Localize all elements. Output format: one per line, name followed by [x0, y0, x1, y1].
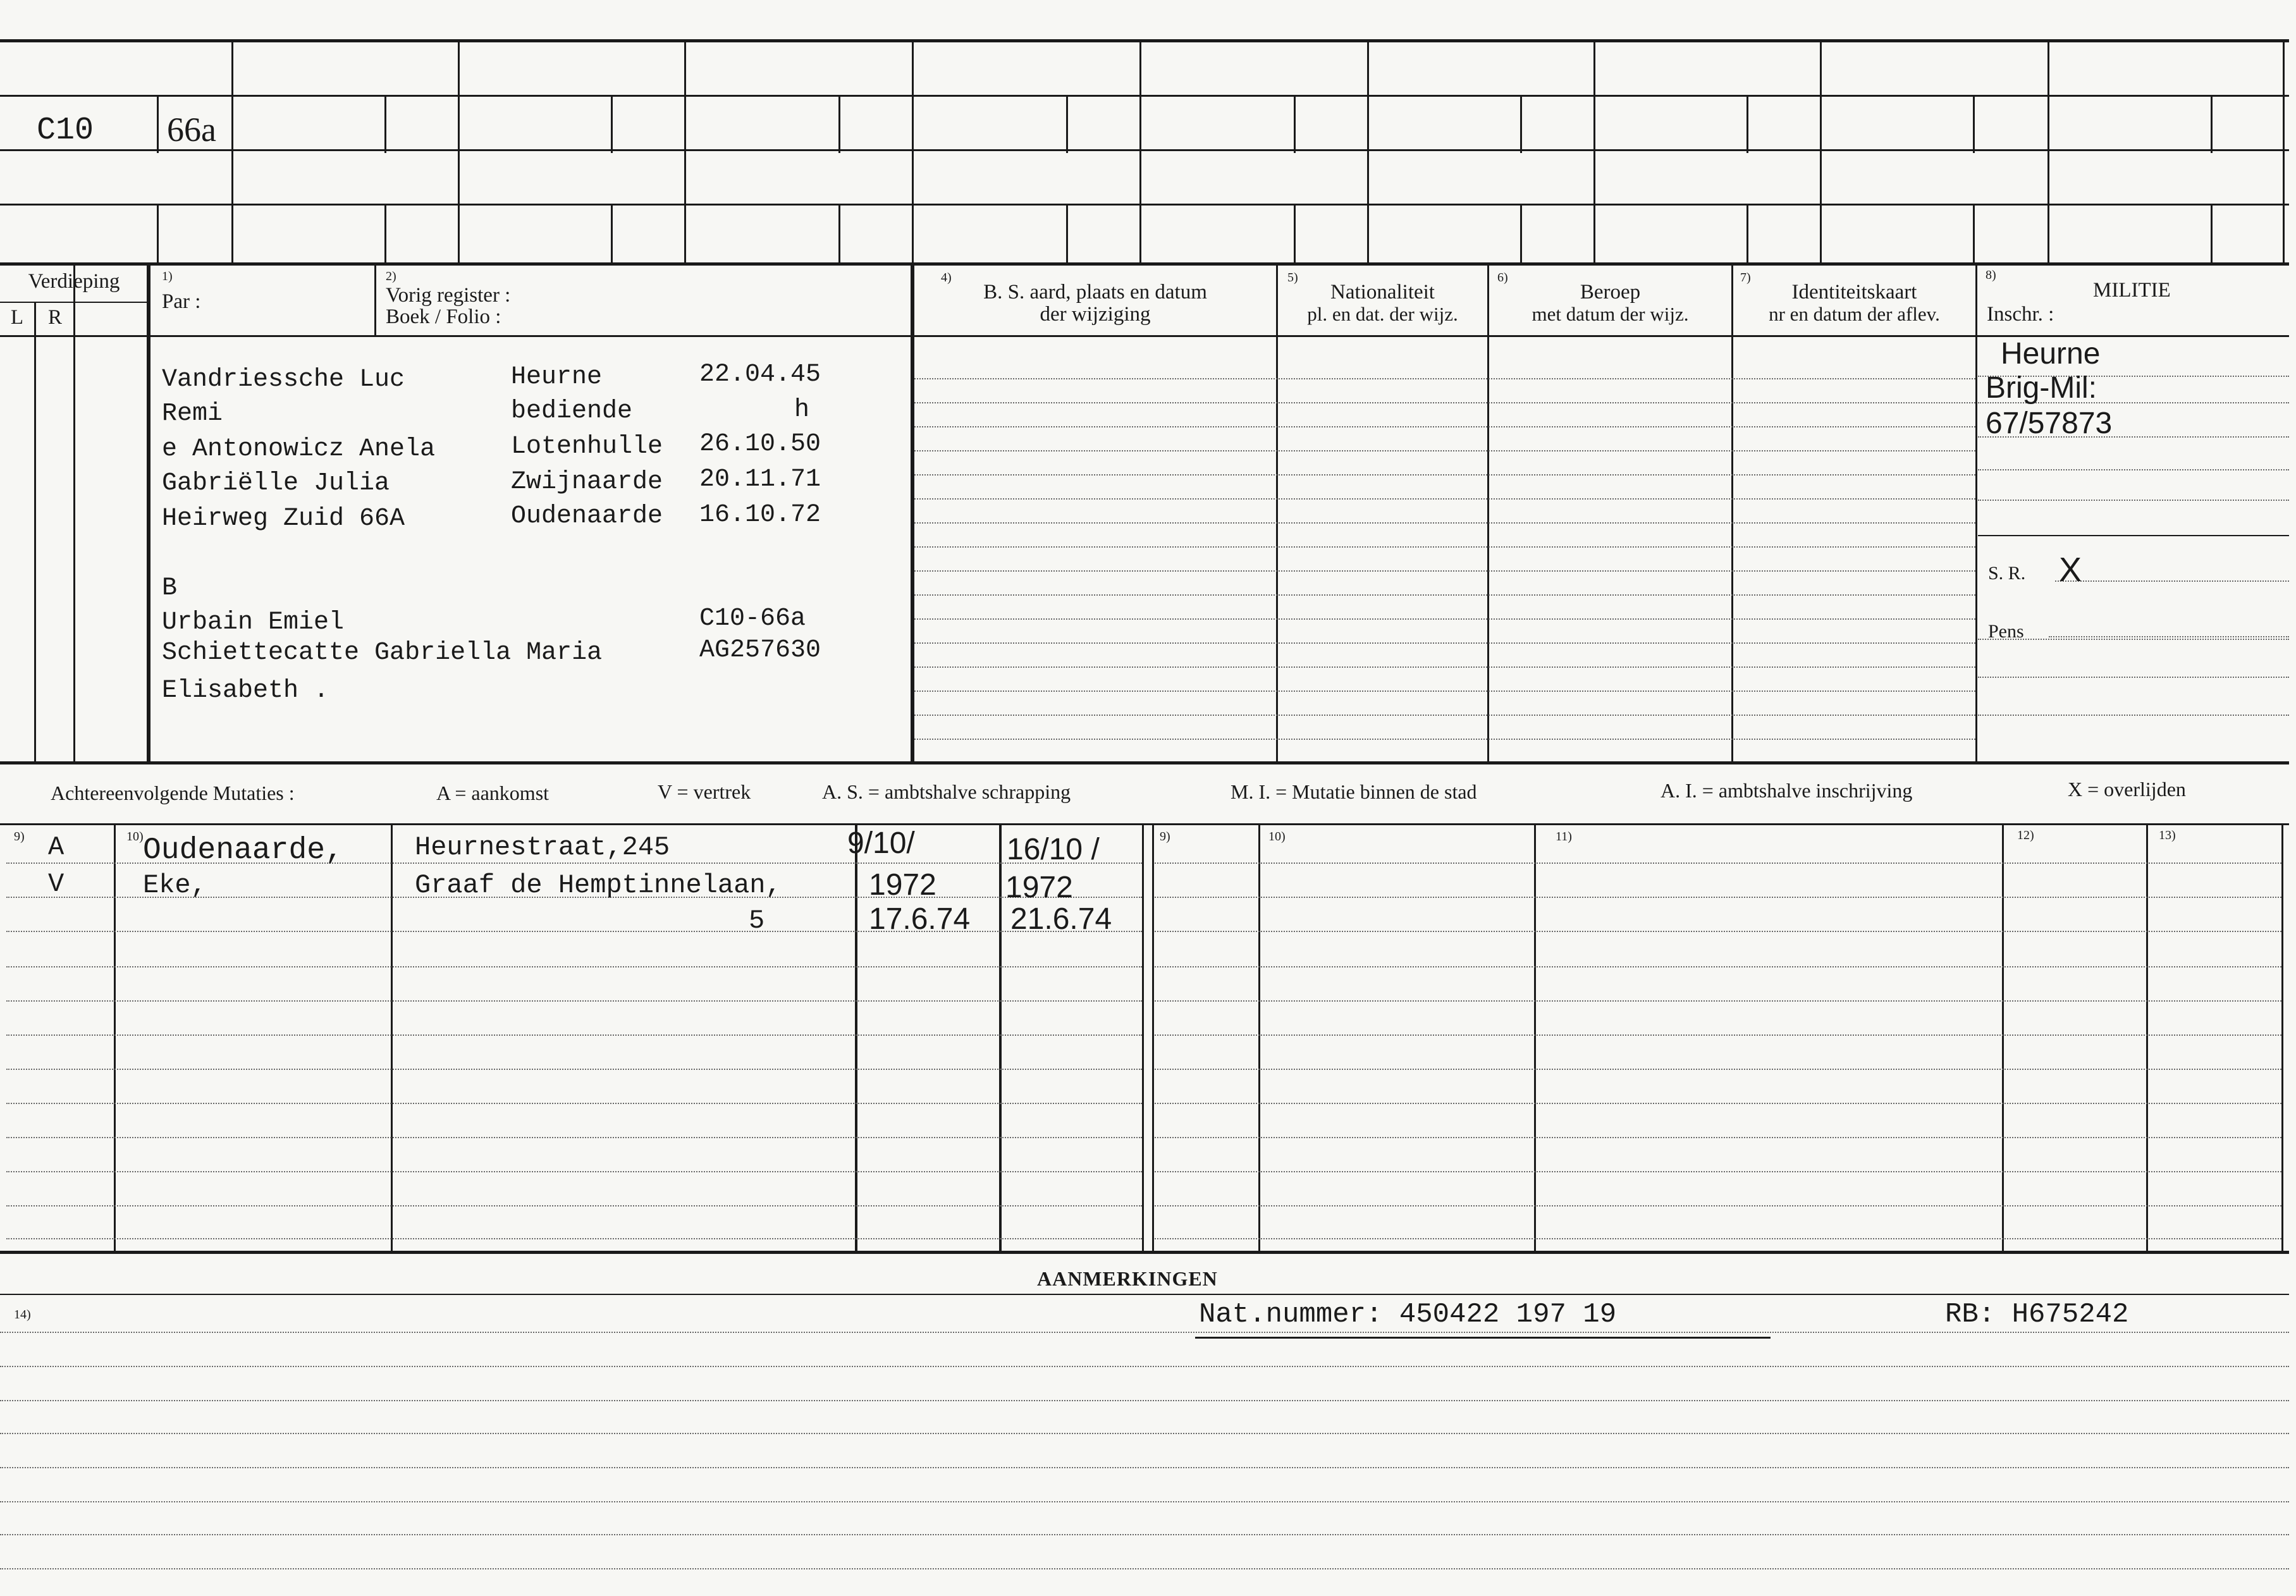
person-date-line2: h — [794, 396, 810, 424]
legend-ai: A. I. = ambtshalve inschrijving — [1661, 779, 1913, 802]
person-name-line8: Elisabeth . — [162, 677, 329, 705]
bs-col-num: 4) — [941, 271, 952, 285]
person-date-line4: 20.11.71 — [699, 465, 821, 494]
remarks-col-num: 14) — [14, 1308, 31, 1322]
vorig-col-num: 2) — [386, 269, 396, 283]
militie-col-num: 8) — [1986, 268, 1996, 282]
legend-mi: M. I. = Mutatie binnen de stad — [1231, 780, 1477, 803]
pens-label: Pens — [1988, 621, 2024, 642]
mutation-date-arrival: 1972 — [869, 868, 936, 902]
mut-col10-num: 10) — [126, 830, 144, 844]
person-code-line7: AG257630 — [699, 636, 821, 665]
person-name-line4: Gabriëlle Julia — [162, 469, 390, 498]
militie-header: MILITIE — [2093, 279, 2171, 302]
mutation-date-registered: 21.6.74 — [1010, 902, 1112, 936]
beroep-header-line1: Beroep — [1580, 281, 1641, 304]
national-number: Nat.nummer: 450422 197 19 — [1199, 1299, 1617, 1330]
nat-header-line1: Nationaliteit — [1330, 281, 1435, 304]
sr-mark: X — [2059, 551, 2082, 589]
mut-col11b-num: 11) — [1556, 830, 1572, 844]
nat-col-num: 5) — [1287, 271, 1298, 285]
rb-number: RB: H675242 — [1945, 1299, 2129, 1330]
boek-folio-header: Boek / Folio : — [386, 305, 501, 328]
person-place-line2: bediende — [511, 397, 633, 426]
nat-header-line2: pl. en dat. der wijz. — [1307, 303, 1458, 325]
mutation-type: V — [48, 869, 64, 899]
person-place-line3: Lotenhulle — [511, 433, 663, 461]
mutation-date-arrival: 9/10/ — [847, 826, 915, 860]
mutation-street: Heurnestraat,245 — [415, 832, 670, 862]
mutation-place: Eke, — [143, 870, 207, 900]
person-place-line5: Oudenaarde — [511, 502, 663, 531]
person-name-line5: Heirweg Zuid 66A — [162, 505, 405, 533]
person-name-line3: e Antonowicz Anela — [162, 435, 436, 463]
person-name-line2: Remi — [162, 400, 223, 428]
mutation-date-registered: 16/10 / — [1007, 833, 1100, 866]
register-code: C10 — [37, 113, 94, 149]
person-code-line6: C10-66a — [699, 605, 806, 633]
person-place-line1: Heurne — [511, 363, 603, 391]
militie-place: Heurne — [2001, 337, 2101, 371]
mut-col9b-num: 9) — [1160, 830, 1170, 844]
beroep-header-line2: met datum der wijz. — [1532, 303, 1689, 325]
legend-v: V = vertrek — [658, 780, 751, 803]
mutation-street: 5 — [749, 905, 765, 936]
legend-top-rule — [0, 761, 2289, 764]
mut-col10b-num: 10) — [1268, 830, 1286, 844]
mutation-street: Graaf de Hemptinnelaan, — [415, 870, 782, 900]
militie-brig: Brig-Mil: — [1986, 371, 2097, 405]
verdieping-header: Verdieping — [28, 270, 120, 293]
par-header: Par : — [162, 290, 201, 313]
person-date-line3: 26.10.50 — [699, 430, 821, 458]
sr-label: S. R. — [1988, 563, 2026, 584]
mut-col12b-num: 12) — [2017, 828, 2034, 842]
bs-header-line1: B. S. aard, plaats en datum — [983, 281, 1207, 304]
person-name-line6: Urbain Emiel — [162, 608, 345, 637]
militie-number: 67/57873 — [1986, 407, 2113, 440]
person-date-line1: 22.04.45 — [699, 360, 821, 389]
remarks-title: AANMERKINGEN — [1037, 1267, 1218, 1290]
vorig-register-header: Vorig register : — [386, 284, 511, 307]
mut-col13b-num: 13) — [2159, 828, 2176, 842]
mutation-date-registered: 1972 — [1005, 871, 1073, 904]
legend-a: A = aankomst — [436, 782, 549, 804]
inschr-header: Inschr. : — [1987, 303, 2054, 326]
left-header: L — [10, 306, 24, 329]
par-col-num: 1) — [162, 269, 173, 283]
mutation-type: A — [48, 832, 64, 862]
person-date-line5: 16.10.72 — [699, 501, 821, 529]
id-col-num: 7) — [1740, 271, 1751, 285]
person-name-line7: Schiettecatte Gabriella Maria — [162, 639, 603, 667]
mut-col9-num: 9) — [14, 830, 25, 844]
mutation-date-arrival: 17.6.74 — [869, 902, 971, 936]
person-place-line4: Zwijnaarde — [511, 468, 663, 496]
bs-header-line2: der wijziging — [1040, 303, 1151, 326]
beroep-col-num: 6) — [1497, 271, 1508, 285]
legend-title: Achtereenvolgende Mutaties : — [51, 782, 295, 804]
id-header-line1: Identiteitskaart — [1791, 281, 1917, 304]
right-header: R — [47, 306, 62, 329]
legend-as: A. S. = ambtshalve schrapping — [822, 780, 1071, 803]
person-name-line1: Vandriessche Luc — [162, 365, 405, 394]
legend-x: X = overlijden — [2068, 778, 2186, 801]
mutation-place: Oudenaarde, — [143, 833, 343, 868]
id-header-line2: nr en datum der aflev. — [1769, 303, 1940, 325]
remarks-top-rule — [0, 1294, 2289, 1295]
person-letter-b: B — [162, 574, 178, 603]
national-number-underline — [1195, 1337, 1771, 1339]
register-number: 66a — [167, 111, 216, 149]
